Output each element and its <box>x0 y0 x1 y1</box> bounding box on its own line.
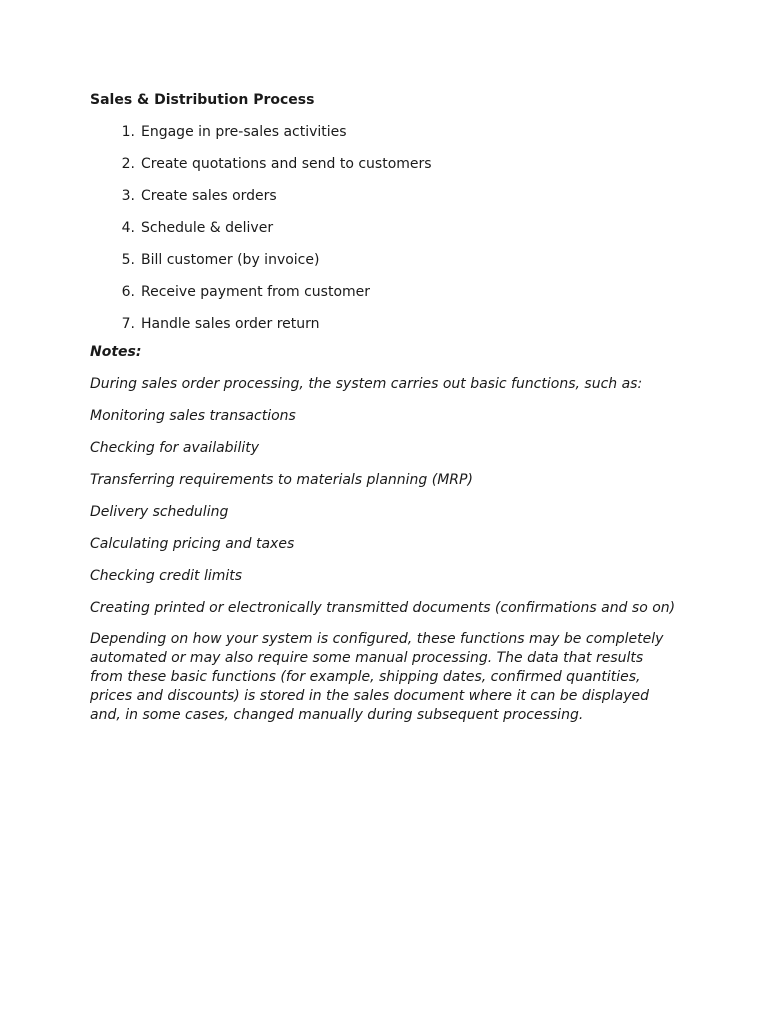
step-text: Create quotations and send to customers <box>141 156 432 172</box>
notes-heading: Notes: <box>90 344 142 360</box>
step-number: 1. <box>121 124 135 140</box>
note-line: Monitoring sales transactions <box>90 408 296 424</box>
note-line: Transferring requirements to materials planning (MRP) <box>90 472 473 488</box>
note-line: Creating printed or electronically transmitted documents (confirmations and so on) <box>90 600 676 616</box>
step-number: 7. <box>121 316 135 332</box>
list-item <box>90 314 690 334</box>
step-number: 5. <box>121 252 135 268</box>
document-title: Sales & Distribution Process <box>90 92 315 108</box>
step-text: Bill customer (by invoice) <box>141 252 320 268</box>
step-number: 6. <box>121 284 135 300</box>
list-item <box>90 122 690 142</box>
step-number: 4. <box>121 220 135 236</box>
note-line: During sales order processing, the system carries out basic functions, such as: <box>90 376 643 392</box>
note-line: Checking credit limits <box>90 568 243 584</box>
list-item <box>90 218 690 238</box>
list-item <box>90 250 690 270</box>
process-steps-list <box>90 122 690 334</box>
step-number: 3. <box>121 188 135 204</box>
list-item <box>90 186 690 206</box>
list-item <box>90 154 690 174</box>
step-text: Receive payment from customer <box>141 284 371 300</box>
step-text: Handle sales order return <box>141 316 320 332</box>
note-line: Checking for availability <box>90 440 259 456</box>
step-text: Engage in pre-sales activities <box>141 124 347 140</box>
step-number: 2. <box>121 156 135 172</box>
list-item <box>90 282 690 302</box>
note-line: Delivery scheduling <box>90 504 229 520</box>
step-text: Schedule & deliver <box>141 220 274 236</box>
document-page <box>90 90 690 725</box>
note-line: Calculating pricing and taxes <box>90 536 295 552</box>
step-text: Create sales orders <box>141 188 277 204</box>
closing-paragraph: Depending on how your system is configured, these functions may be completely automated or may also require some manual processing. The data that results from these basic functions (for example, shipping dates, confirmed quantities, prices and discounts) is stored in the sales document where it can be displayed and, in some cases, changed manually during subsequent processing. <box>90 631 664 723</box>
